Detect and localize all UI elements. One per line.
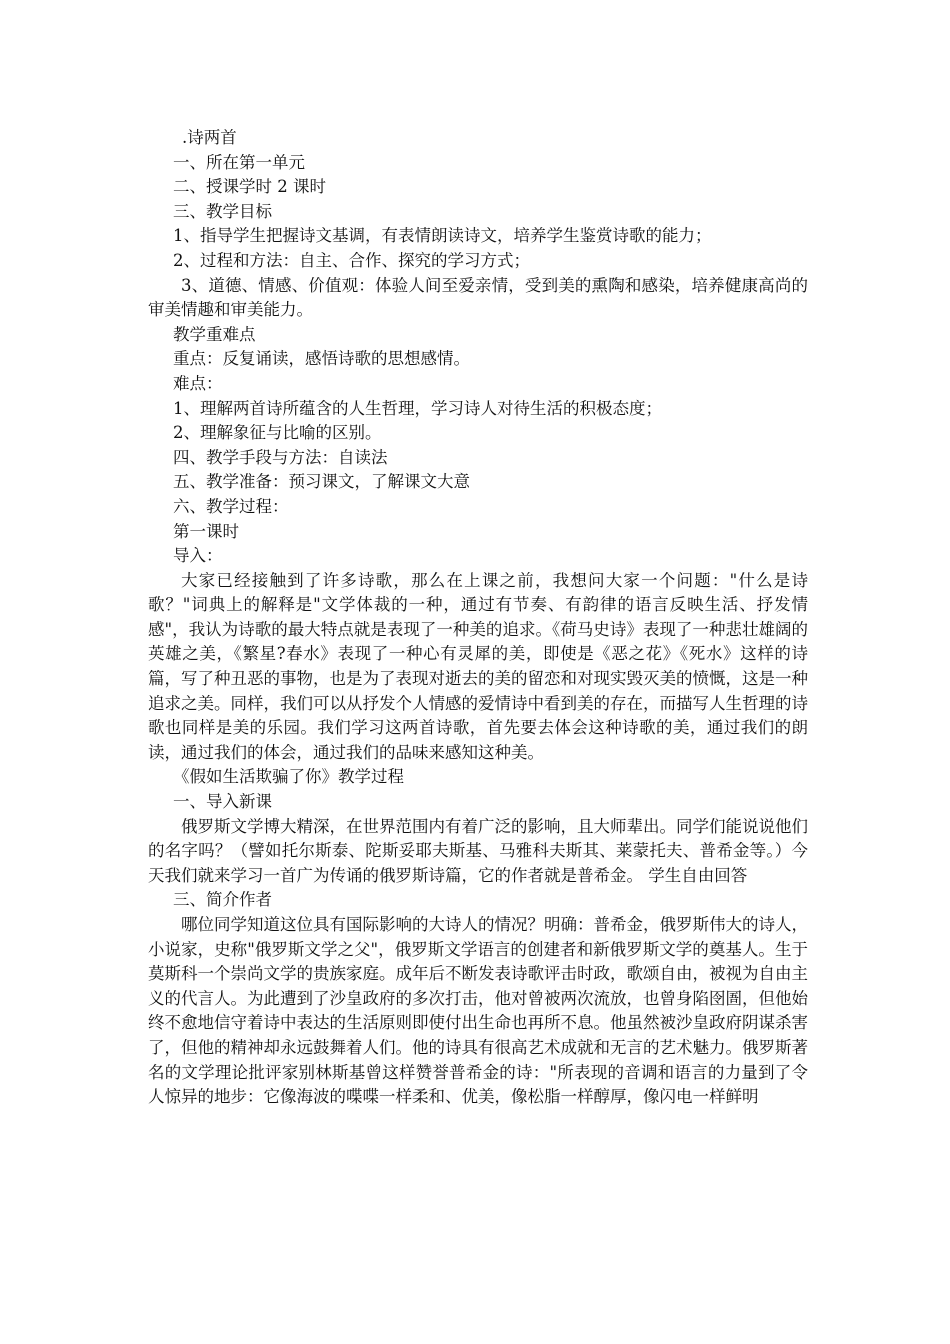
doc-line-goal-1: 1、指导学生把握诗文基调，有表情朗读诗文，培养学生鉴赏诗歌的能力； [173,226,712,246]
doc-line-key-point: 重点：反复诵读，感悟诗歌的思想感情。 [173,349,470,369]
doc-line-key-points-heading: 教学重难点 [173,324,256,344]
doc-heading-author: 三、简介作者 [173,890,272,910]
doc-heading-new-lesson: 一、导入新课 [173,792,272,812]
doc-line-unit: 一、所在第一单元 [173,152,305,172]
doc-line-difficulty-2: 2、理解象征与比喻的区别。 [173,423,382,443]
doc-title: .诗两首 [182,128,237,147]
doc-line-goal-2: 2、过程和方法：自主、合作、探究的学习方式； [173,250,530,270]
doc-paragraph-author: 哪位同学知道这位具有国际影响的大诗人的情况？明确：普希金，俄罗斯伟大的诗人，小说家，史称"俄罗斯文学之父"，俄罗斯文学语言的创建者和新俄罗斯文学的奠基人。生于莫斯科一个崇尚文学的贵族家庭。成年后不断发表诗歌评击时政，歌颂自由，被视为自由主义的代言人。为此遭到了沙皇政府的多次打击，他对曾被两次流放，也曾身陷囹圄，但他始终不愈地信守着诗中表达的生活原则即使付出生命也再所不息。他虽然被沙皇政府阴谋杀害了，但他的精神却永远鼓舞着人们。他的诗具有很高艺术成就和无言的艺术魅力。俄罗斯著名的文学理论批评家别林斯基曾这样赞誉普希金的诗："所表现的音调和语言的力量到了令人惊异的地步：它像海波的喋喋一样柔和、优美，像松脂一样醇厚，像闪电一样鲜明 [148,915,808,1107]
doc-paragraph-goal-3: 3、道德、情感、价值观：体验人间至爱亲情，受到美的熏陶和感染，培养健康高尚的审美情趣和审美能力。 [148,275,808,320]
doc-line-hours: 二、授课学时 2 课时 [173,177,326,197]
doc-line-first-lesson: 第一课时 [173,521,239,541]
doc-line-process: 六、教学过程： [173,496,289,516]
doc-line-preparation: 五、教学准备：预习课文，了解课文大意 [173,472,470,492]
doc-heading-poem: 《假如生活欺骗了你》教学过程 [173,767,404,787]
doc-line-intro-heading: 导入： [173,546,223,566]
doc-paragraph-intro: 大家已经接触到了许多诗歌，那么在上课之前，我想问大家一个问题："什么是诗歌？"词典上的解释是"文学体裁的一种，通过有节奏、有韵律的语言反映生活、抒发情感"，我认为诗歌的最大特点就是表现了一种美的追求。《荷马史诗》表现了一种悲壮雄阔的英雄之美，《繁星?春水》表现了一种心有灵犀的美，即使是《恶之花》《死水》这样的诗篇，写了种丑恶的事物，也是为了表现对逝去的美的留恋和对现实毁灭美的愤慨，这是一种追求之美。同样，我们可以从抒发个人情感的爱情诗中看到美的存在，而描写人生哲理的诗歌也同样是美的乐园。我们学习这两首诗歌，首先要去体会这种诗歌的美，通过我们的朗读，通过我们的体会，通过我们的品味来感知这种美。 [148,570,808,762]
doc-line-methods: 四、教学手段与方法：自读法 [173,447,388,467]
doc-line-goals-heading: 三、教学目标 [173,201,272,221]
doc-paragraph-russian-literature: 俄罗斯文学博大精深，在世界范围内有着广泛的影响，且大师辈出。同学们能说说他们的名字吗？（譬如托尔斯泰、陀斯妥耶夫斯基、马雅科夫斯其、莱蒙托夫、普希金等。）今天我们就来学习一首广为传诵的俄罗斯诗篇，它的作者就是普希金。 学生自由回答 [148,816,808,885]
doc-line-difficulty-1: 1、理解两首诗所蕴含的人生哲理，学习诗人对待生活的积极态度； [173,398,662,418]
document-page [148,126,808,1110]
doc-line-difficulty-heading: 难点： [173,373,223,393]
